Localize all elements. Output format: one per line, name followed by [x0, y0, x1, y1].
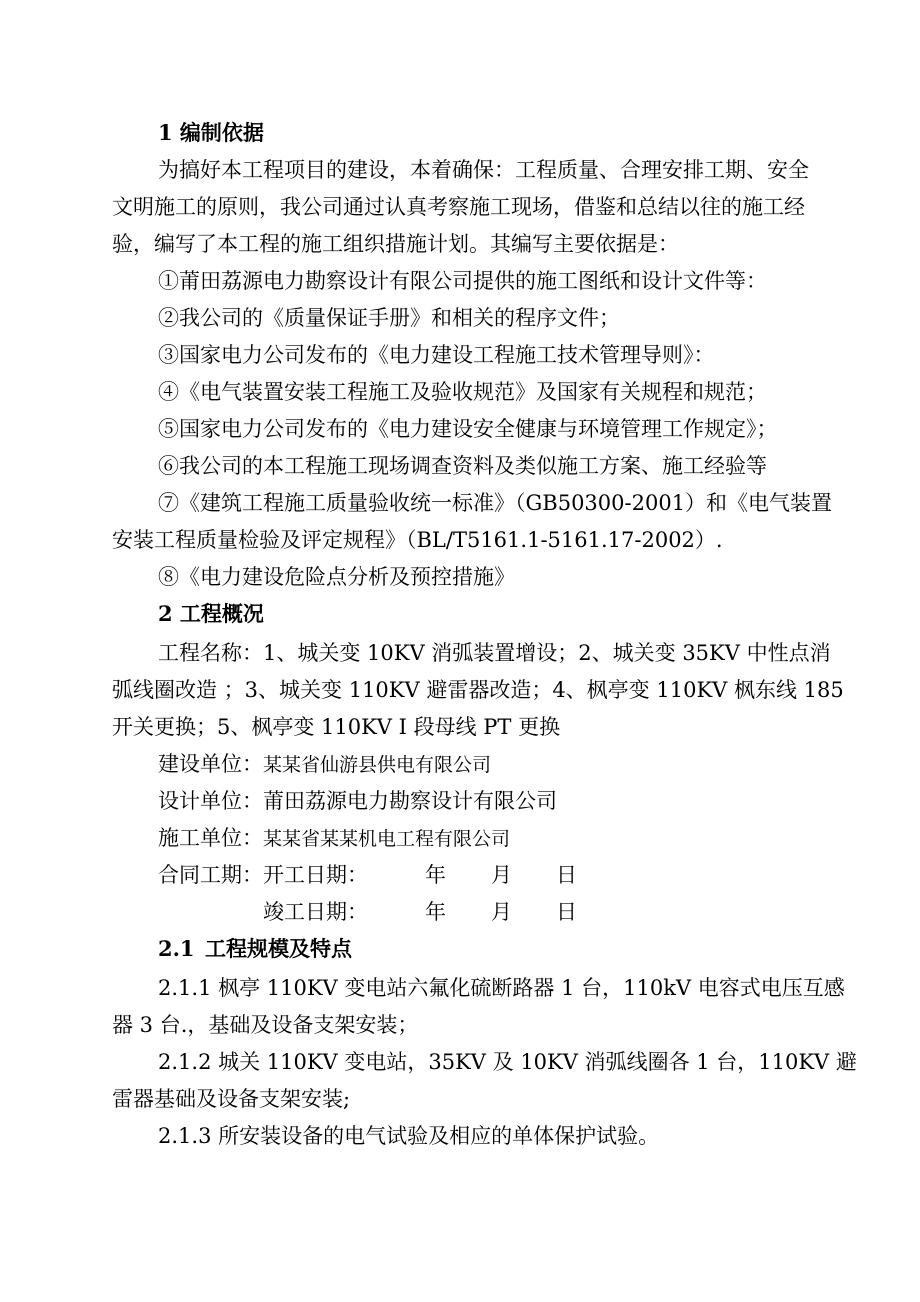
- start-month-label: 月: [491, 863, 512, 887]
- start-year-label: 年: [425, 863, 446, 887]
- scope-2-1-2-line-2: 雷器基础及设备支架安装;: [112, 1087, 351, 1111]
- start-date-label: 开工日期：: [263, 863, 368, 887]
- end-date-label: 竣工日期：: [263, 900, 368, 924]
- basis-item-7: ⑦《建筑工程施工质量验收统一标准》（GB50300-2001）和《电气装置: [158, 491, 833, 515]
- intro-line-1: 为搞好本工程项目的建设，本着确保：工程质量、合理安排工期、安全: [158, 158, 809, 182]
- design-unit-value: 莆田荔源电力勘察设计有限公司: [263, 789, 557, 813]
- start-day-label: 日: [556, 863, 577, 887]
- section-1-heading: 1 编制依据: [158, 120, 264, 145]
- basis-item-2: ②我公司的《质量保证手册》和相关的程序文件；: [158, 306, 620, 330]
- basis-item-1: ①莆田荔源电力勘察设计有限公司提供的施工图纸和设计文件等：: [158, 269, 767, 293]
- construction-unit-value: 某某省仙游县供电有限公司: [263, 754, 492, 776]
- intro-line-3: 验，编写了本工程的施工组织措施计划。其编写主要依据是：: [112, 232, 679, 256]
- section-2-1-number: 2.1: [158, 936, 195, 961]
- construction-unit-label: 建设单位：: [158, 752, 263, 776]
- basis-item-3: ③国家电力公司发布的《电力建设工程施工技术管理导则》：: [158, 343, 715, 367]
- section-2-heading: 2 工程概况: [158, 601, 264, 626]
- project-name-line-1: 工程名称：1、城关变 10KV 消弧装置增设；2、城关变 35KV 中性点消: [158, 641, 831, 665]
- construction-unit-row: [158, 751, 491, 778]
- design-unit-row: [158, 788, 557, 814]
- basis-item-6: ⑥我公司的本工程施工现场调查资料及类似施工方案、施工经验等: [158, 454, 767, 478]
- end-year-label: 年: [425, 900, 446, 924]
- builder-unit-row: [158, 825, 510, 852]
- basis-item-8: ⑧《电力建设危险点分析及预控措施》: [158, 565, 515, 589]
- project-name-line-3: 开关更换；5、枫亭变 110KV I 段母线 PT 更换: [112, 715, 561, 739]
- contract-period-label: 合同工期：: [158, 863, 263, 887]
- section-2-1-heading: 工程规模及特点: [205, 936, 352, 961]
- intro-line-2: 文明施工的原则，我公司通过认真考察施工现场，借鉴和总结以往的施工经: [112, 195, 805, 219]
- basis-item-7-cont: 安装工程质量检验及评定规程》（BL/T5161.1-5161.17-2002）.: [112, 528, 723, 552]
- design-unit-label: 设计单位：: [158, 789, 263, 813]
- builder-unit-value: 某某省某某机电工程有限公司: [263, 828, 511, 850]
- end-month-label: 月: [491, 900, 512, 924]
- scope-2-1-1-line-1: 2.1.1 枫亭 110KV 变电站六氟化硫断路器 1 台，110kV 电容式电压互感: [158, 976, 845, 1000]
- end-day-label: 日: [556, 900, 577, 924]
- scope-2-1-1-line-2: 器 3 台.，基础及设备支架安装；: [112, 1013, 419, 1037]
- basis-item-4: ④《电气装置安装工程施工及验收规范》及国家有关规程和规范；: [158, 380, 767, 404]
- project-name-line-2: 弧线圈改造 ；3、城关变 110KV 避雷器改造；4、枫亭变 110KV 枫东线 185: [112, 678, 844, 702]
- scope-2-1-2-line-1: 2.1.2 城关 110KV 变电站，35KV 及 10KV 消弧线圈各 1 台，110KV 避: [158, 1050, 857, 1074]
- scope-2-1-3: 2.1.3 所安装设备的电气试验及相应的单体保护试验。: [158, 1124, 660, 1148]
- builder-unit-label: 施工单位：: [158, 826, 263, 850]
- basis-item-5: ⑤国家电力公司发布的《电力建设安全健康与环境管理工作规定》；: [158, 417, 778, 441]
